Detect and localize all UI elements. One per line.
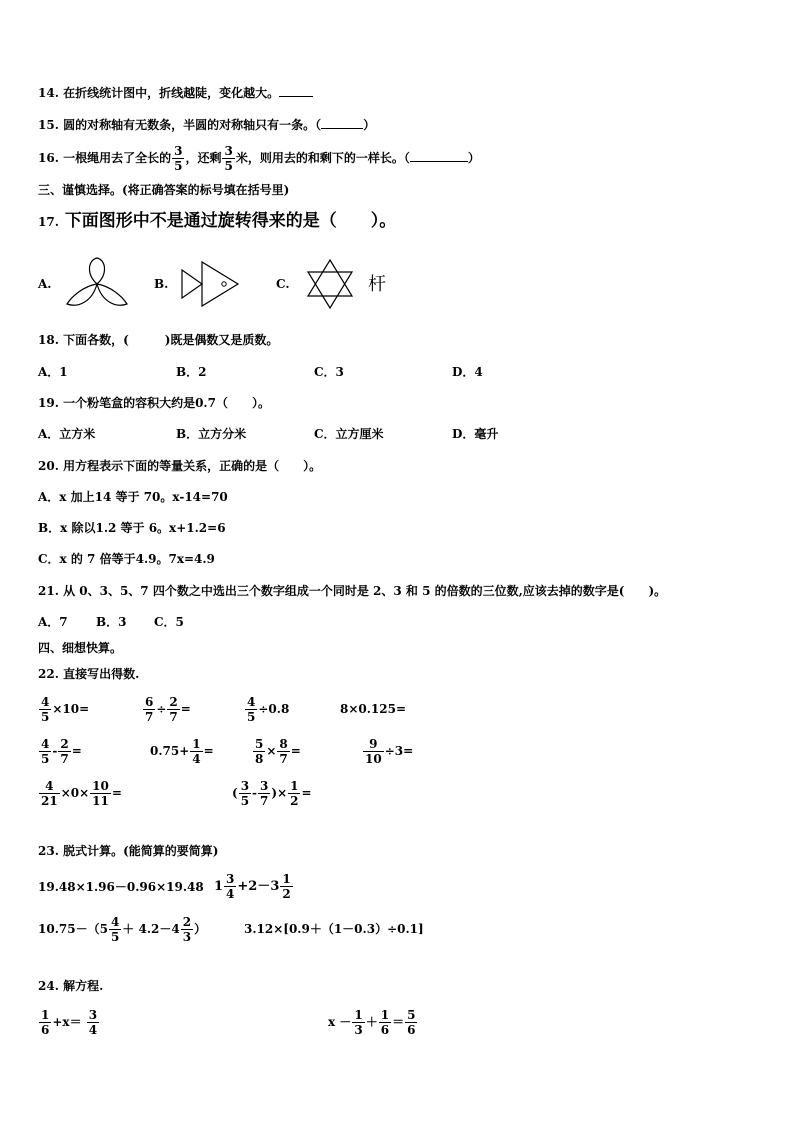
denominator: 2 <box>290 794 299 808</box>
denominator: 3 <box>354 1023 363 1037</box>
denominator: 5 <box>174 159 183 173</box>
fraction <box>109 915 121 944</box>
fraction <box>222 144 234 173</box>
denominator: 5 <box>110 930 120 944</box>
question-number: 18. <box>38 333 59 347</box>
question-number: 20. <box>38 459 59 473</box>
expression-text: x － <box>328 1015 352 1029</box>
section-3-heading: 三、谨慎选择。(将正确答案的标号填在括号里) <box>38 183 290 197</box>
fraction <box>253 737 265 766</box>
question-24 <box>38 978 103 994</box>
denominator: 4 <box>192 752 201 766</box>
denominator: 10 <box>365 752 382 766</box>
six-point-star-icon <box>306 258 354 310</box>
calc-expression: 8×0.125= <box>340 702 407 716</box>
option-a-label: A. <box>38 277 52 291</box>
expression-text: = <box>301 786 312 800</box>
expression-text: ） <box>194 922 207 936</box>
fraction <box>181 915 193 944</box>
numerator: 3 <box>240 779 250 793</box>
calc-expression <box>232 776 312 810</box>
calc-expression: 3.12×[0.9＋（1－0.3）÷0.1] <box>244 922 424 936</box>
question-text: 一个粉笔盒的容积大约是0.7（ ）。 <box>63 396 270 410</box>
expression-text: 10.75－（5 <box>38 922 108 936</box>
denominator: 6 <box>41 1023 50 1037</box>
question-16 <box>38 142 480 174</box>
question-number: 16. <box>38 151 59 165</box>
option-d[interactable]: D．毫升 <box>452 427 499 441</box>
denominator: 5 <box>41 752 50 766</box>
question-number: 24. <box>38 979 59 993</box>
calc-expression <box>142 692 191 726</box>
expression-text: = <box>180 702 191 716</box>
fraction <box>224 872 236 901</box>
question-text: 解方程. <box>63 979 104 993</box>
numerator: 4 <box>41 695 50 709</box>
fraction <box>87 1008 99 1037</box>
option-b[interactable]: B．2 <box>176 365 207 379</box>
numerator: 10 <box>92 779 109 793</box>
calc-expression <box>150 734 214 768</box>
calc-expression <box>38 776 122 810</box>
expression-text: ÷3= <box>384 744 414 758</box>
option-c[interactable]: C．5 <box>154 615 184 629</box>
option-b[interactable]: B．3 <box>96 615 127 629</box>
expression-text: ＋ 4.2－4 <box>122 922 180 936</box>
question-text: 脱式计算。(能简算的要简算) <box>63 844 219 858</box>
numerator: 2 <box>60 737 69 751</box>
question-text: 直接写出得数. <box>63 667 140 681</box>
fraction <box>39 1008 51 1037</box>
option-b[interactable]: B．立方分米 <box>176 427 247 441</box>
fraction <box>143 695 155 724</box>
expression-text: )× <box>271 786 288 800</box>
fraction <box>39 695 51 724</box>
question-19 <box>38 395 270 411</box>
denominator: 7 <box>145 710 154 724</box>
numerator: 1 <box>290 779 299 793</box>
numerator: 5 <box>255 737 264 751</box>
calc-expression <box>362 734 413 768</box>
numerator: 6 <box>145 695 154 709</box>
denominator: 5 <box>240 794 250 808</box>
expression-text: 0.75+ <box>150 744 190 758</box>
denominator: 5 <box>224 159 233 173</box>
expression-text: ÷0.8 <box>258 702 290 716</box>
numerator: 4 <box>110 915 120 929</box>
question-text: 一根绳用去了全长的 <box>63 151 172 165</box>
numerator: 3 <box>224 144 233 158</box>
option-a[interactable]: A．1 <box>38 365 68 379</box>
question-number: 17. <box>38 215 59 229</box>
denominator: 7 <box>260 794 269 808</box>
denominator: 2 <box>282 887 291 901</box>
fraction <box>39 779 60 808</box>
question-text: 用方程表示下面的等量关系，正确的是（ ）。 <box>63 459 322 473</box>
fraction <box>379 1008 391 1037</box>
fraction <box>172 144 184 173</box>
answer-blank[interactable] <box>321 116 363 129</box>
question-15 <box>38 116 375 133</box>
calc-expression <box>38 734 82 768</box>
expression-text: ×0× <box>60 786 90 800</box>
numerator: 3 <box>260 779 269 793</box>
expression-text: 1 <box>214 879 224 894</box>
question-number: 21. <box>38 584 59 598</box>
fraction <box>58 737 70 766</box>
fraction <box>280 872 292 901</box>
question-number: 19. <box>38 396 59 410</box>
expression-text: ×10= <box>52 702 90 716</box>
fraction <box>239 779 251 808</box>
option-c-label: C. <box>276 277 290 291</box>
option-d[interactable]: D．4 <box>452 365 483 379</box>
denominator: 4 <box>226 887 235 901</box>
option-a[interactable]: A．7 <box>38 615 68 629</box>
fraction <box>39 737 51 766</box>
question-number: 23. <box>38 844 59 858</box>
denominator: 21 <box>41 794 58 808</box>
numerator: 9 <box>369 737 378 751</box>
fraction <box>363 737 384 766</box>
question-text: 从 0、3、5、7 四个数之中选出三个数字组成一个同时是 2、3 和 5 的倍数的三位数,应该去掉的数字是( )。 <box>63 584 667 598</box>
fraction <box>90 779 111 808</box>
question-22 <box>38 666 139 682</box>
fraction <box>288 779 300 808</box>
expression-text: = <box>203 744 214 758</box>
option-a[interactable]: A．x 加上14 等于 70。x-14=70 <box>38 490 228 504</box>
denominator: 6 <box>407 1023 416 1037</box>
option-c[interactable]: C．3 <box>314 365 344 379</box>
numerator: 3 <box>226 872 235 886</box>
calc-expression <box>38 692 89 726</box>
denominator: 11 <box>92 794 109 808</box>
fraction <box>405 1008 417 1037</box>
calc-expression <box>38 912 206 946</box>
denominator: 4 <box>88 1023 98 1037</box>
question-20 <box>38 458 321 474</box>
answer-blank[interactable] <box>279 84 313 97</box>
numerator: 3 <box>174 144 183 158</box>
expression-text: +2－3 <box>237 879 280 894</box>
equation <box>38 1004 100 1040</box>
expression-text: +x＝ <box>52 1015 82 1029</box>
expression-text: = <box>71 744 82 758</box>
denominator: 5 <box>41 710 50 724</box>
fraction <box>258 779 270 808</box>
denominator: 8 <box>255 752 264 766</box>
expression-text: - <box>252 786 258 800</box>
expression-text: = <box>290 744 301 758</box>
denominator: 7 <box>169 710 178 724</box>
numerator: 1 <box>380 1008 390 1022</box>
option-b-label: B. <box>154 277 169 291</box>
option-c[interactable]: C．x 的 7 倍等于4.9。7x=4.9 <box>38 552 215 566</box>
question-17 <box>38 210 396 233</box>
equation <box>328 1004 418 1040</box>
paren-close: ） <box>363 118 376 132</box>
expression-text: ÷ <box>156 702 167 716</box>
numerator: 4 <box>45 779 54 793</box>
expression-text: × <box>266 744 277 758</box>
numerator: 4 <box>247 695 256 709</box>
option-a[interactable]: A．立方米 <box>38 427 96 441</box>
numerator: 2 <box>169 695 178 709</box>
fraction <box>352 1008 364 1037</box>
expression-text: ( <box>232 786 238 800</box>
option-b[interactable]: B．x 除以1.2 等于 6。x+1.2=6 <box>38 521 226 535</box>
numerator: 1 <box>282 872 291 886</box>
question-18 <box>38 332 278 348</box>
question-21 <box>38 583 666 599</box>
character-figure: 杆 <box>368 274 386 295</box>
expression-text: ＝ <box>392 1015 405 1029</box>
expression-text: ＋ <box>365 1015 378 1029</box>
question-number: 15. <box>38 118 59 132</box>
question-text: 在折线统计图中，折线越陡，变化越大。 <box>63 86 280 100</box>
paren-close: ） <box>467 151 480 165</box>
numerator: 3 <box>88 1008 98 1022</box>
calc-expression <box>244 692 289 726</box>
question-text: 下面图形中不是通过旋转得来的是（ ）。 <box>64 211 397 231</box>
section-4-heading: 四、细想快算。 <box>38 641 123 655</box>
denominator: 7 <box>279 752 288 766</box>
denominator: 5 <box>247 710 256 724</box>
option-c[interactable]: C．立方厘米 <box>314 427 384 441</box>
calc-expression <box>252 734 301 768</box>
numerator: 4 <box>41 737 50 751</box>
question-23 <box>38 843 218 859</box>
fraction <box>190 737 202 766</box>
denominator: 3 <box>182 930 192 944</box>
numerator: 5 <box>407 1008 416 1022</box>
fish-figure-icon <box>180 260 242 310</box>
denominator: 7 <box>60 752 69 766</box>
question-number: 22. <box>38 667 59 681</box>
fraction <box>277 737 289 766</box>
numerator: 1 <box>354 1008 363 1022</box>
numerator: 2 <box>182 915 192 929</box>
denominator: 6 <box>380 1023 390 1037</box>
calc-expression: 19.48×1.96－0.96×19.48 <box>38 880 204 894</box>
expression-text: = <box>111 786 122 800</box>
numerator: 1 <box>41 1008 50 1022</box>
question-text: 米，则用去的和剩下的一样长。（ <box>235 151 410 165</box>
question-text: 下面各数，( )既是偶数又是质数。 <box>63 333 279 347</box>
three-petal-figure-icon <box>64 256 130 310</box>
question-text: ，还剩 <box>185 151 222 165</box>
calc-expression <box>214 870 294 904</box>
answer-blank[interactable] <box>410 149 468 162</box>
question-14 <box>38 84 313 101</box>
fraction <box>245 695 257 724</box>
numerator: 1 <box>192 737 201 751</box>
question-number: 14. <box>38 86 59 100</box>
fraction <box>167 695 179 724</box>
expression-text: - <box>52 744 58 758</box>
question-text: 圆的对称轴有无数条，半圆的对称轴只有一条。（ <box>63 118 322 132</box>
numerator: 8 <box>279 737 288 751</box>
